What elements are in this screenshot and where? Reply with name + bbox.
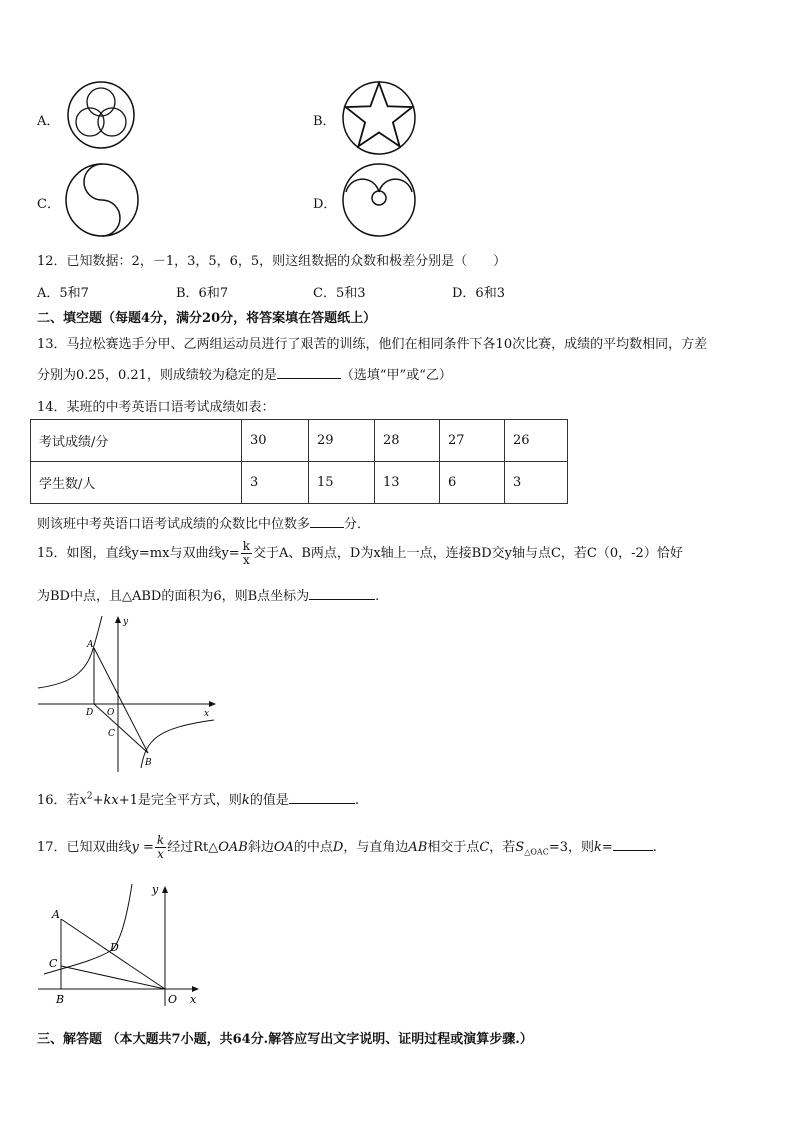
section2-title: 二、填空题（每题4分，满分20分，将答案填在答题纸上） xyxy=(37,311,377,326)
table-cell: 3 xyxy=(242,462,309,504)
q17-t4: ，与直角边 xyxy=(343,840,409,855)
q16-mid: +1是完全平方式，则 xyxy=(118,793,242,808)
q17-t5: 相交于点 xyxy=(427,840,480,855)
q17-t6: ，若 xyxy=(489,840,516,855)
q15-line1-post: 交于A、B两点，D为x轴上一点，连接BD交y轴与点C，若C（0，-2）恰好 xyxy=(252,546,683,561)
q17-t8: = xyxy=(601,840,613,855)
q16-answer-blank[interactable] xyxy=(289,791,355,804)
label-x: x xyxy=(190,993,197,1006)
q15-line2 xyxy=(37,585,379,604)
q15-fraction xyxy=(241,540,252,567)
label-b: B xyxy=(56,993,65,1006)
q15-line1 xyxy=(37,540,683,567)
q12-option-b: B．6和7 xyxy=(176,286,229,301)
q17-t7: =3，则 xyxy=(548,840,594,855)
label-y: y xyxy=(123,617,129,627)
q17-ab: AB xyxy=(408,840,428,855)
table-cell: 27 xyxy=(440,420,505,462)
q17-fraction xyxy=(155,834,166,861)
q13-line2 xyxy=(37,364,452,383)
x-axis-arrow xyxy=(192,986,199,992)
fraction-denominator: x xyxy=(242,553,250,567)
table-cell: 3 xyxy=(505,462,568,504)
q17-y-eq: y = xyxy=(131,840,154,855)
q12-stem: 12．已知数据：2，－1，3，5，6，5，则这组数据的众数和极差分别是（ ） xyxy=(37,254,507,269)
label-b: B xyxy=(145,758,152,768)
table-cell: 6 xyxy=(440,462,505,504)
q17-t3: 的中点 xyxy=(293,840,333,855)
y-axis-arrow xyxy=(162,886,168,893)
q16-pre: 16．若 xyxy=(37,793,80,808)
option-a-figure xyxy=(66,80,136,150)
label-y: y xyxy=(152,883,159,896)
label-c: C xyxy=(108,729,115,739)
segment-ao xyxy=(61,919,165,989)
fraction-numerator: k xyxy=(156,833,165,847)
q17-d: D xyxy=(332,840,344,855)
option-d-label: D． xyxy=(313,197,337,212)
label-x: x xyxy=(204,709,210,719)
hyperbola-branch-right xyxy=(141,720,214,768)
table-cell: 学生数/人 xyxy=(31,462,242,504)
q16-k: k xyxy=(241,793,250,808)
label-d: D xyxy=(110,941,119,954)
q16-line xyxy=(37,789,359,808)
q17-s-sub: △OAC xyxy=(524,847,549,857)
q15-line1-pre: 15．如图，直线y=mx与双曲线y= xyxy=(37,546,240,561)
q17-figure xyxy=(36,880,206,1008)
q15-answer-blank[interactable] xyxy=(309,587,375,600)
table-cell: 15 xyxy=(309,462,375,504)
q17-oab: OAB xyxy=(218,840,248,855)
score-table xyxy=(30,419,568,504)
q12-option-c: C．5和3 xyxy=(313,286,366,301)
table-row xyxy=(31,462,568,504)
q14-after-post: 分． xyxy=(344,517,371,532)
label-c: C xyxy=(49,957,58,970)
q14-stem: 14．某班的中考英语口语考试成绩如表： xyxy=(37,400,275,415)
segment-co xyxy=(61,966,165,989)
table-cell: 考试成绩/分 xyxy=(31,420,242,462)
option-c-label: C． xyxy=(37,197,60,212)
q14-after xyxy=(37,513,370,532)
q12-option-a: A．5和7 xyxy=(37,286,89,301)
table-cell: 13 xyxy=(375,462,440,504)
q17-pre: 17．已知双曲线 xyxy=(37,840,132,855)
hyperbola-branch-left xyxy=(38,616,102,688)
table-cell: 30 xyxy=(242,420,309,462)
q14-answer-blank[interactable] xyxy=(310,515,344,528)
label-a: A xyxy=(52,908,60,921)
q17-line xyxy=(37,834,657,861)
q15-line2-post: . xyxy=(375,589,380,604)
q17-answer-blank[interactable] xyxy=(613,838,653,851)
fraction-denominator: x xyxy=(157,847,164,861)
q13-answer-blank[interactable] xyxy=(277,366,341,379)
q13-line2-pre: 分别为0.25，0.21，则成绩较为稳定的是 xyxy=(37,368,277,383)
q12-option-d: D．6和3 xyxy=(452,286,505,301)
q17-c: C xyxy=(479,840,490,855)
q16-exp: 2 xyxy=(86,791,93,802)
q16-end: . xyxy=(354,793,359,808)
q15-line2-pre: 为BD中点，且△ABD的面积为6，则B点坐标为 xyxy=(37,589,310,604)
option-a-label: A． xyxy=(37,114,60,129)
line-ab xyxy=(94,648,148,753)
q17-t2: 斜边 xyxy=(247,840,274,855)
table-cell: 29 xyxy=(309,420,375,462)
option-d-figure xyxy=(341,162,417,238)
option-c-figure xyxy=(64,162,140,238)
table-cell: 28 xyxy=(375,420,440,462)
q14-after-pre: 则该班中考英语口语考试成绩的众数比中位数多 xyxy=(37,517,311,532)
table-cell: 26 xyxy=(505,420,568,462)
label-a: A xyxy=(87,640,94,650)
q16-post: 的值是 xyxy=(249,793,289,808)
table-row xyxy=(31,420,568,462)
q15-figure xyxy=(36,612,218,774)
label-d: D xyxy=(86,708,94,718)
q13-line1: 13．马拉松赛选手分甲、乙两组运动员进行了艰苦的训练，他们在相同条件下各10次比赛，成绩的平均数相同，方差 xyxy=(37,337,708,352)
fraction-numerator: k xyxy=(242,539,250,553)
q17-end: . xyxy=(652,840,657,855)
q16-plus: + xyxy=(92,793,104,808)
section3-title: 三、解答题 （本大题共7小题，共64分.解答应写出文字说明、证明过程或演算步骤.） xyxy=(37,1032,533,1047)
label-o: O xyxy=(168,993,178,1006)
label-o: O xyxy=(107,708,115,718)
x-axis-arrow xyxy=(209,701,216,707)
y-axis-arrow xyxy=(115,616,121,623)
q17-oa: OA xyxy=(273,840,294,855)
q13-line2-post: （选填“甲”或“乙） xyxy=(340,368,452,383)
q17-s: S xyxy=(515,840,525,855)
q16-x: x xyxy=(79,793,87,808)
q17-k: k xyxy=(593,840,602,855)
segment-bd xyxy=(94,704,148,753)
q17-t1: 经过Rt△ xyxy=(167,840,219,855)
option-b-label: B． xyxy=(313,114,336,129)
option-b-figure xyxy=(341,80,417,156)
q16-kx: kx xyxy=(103,793,119,808)
